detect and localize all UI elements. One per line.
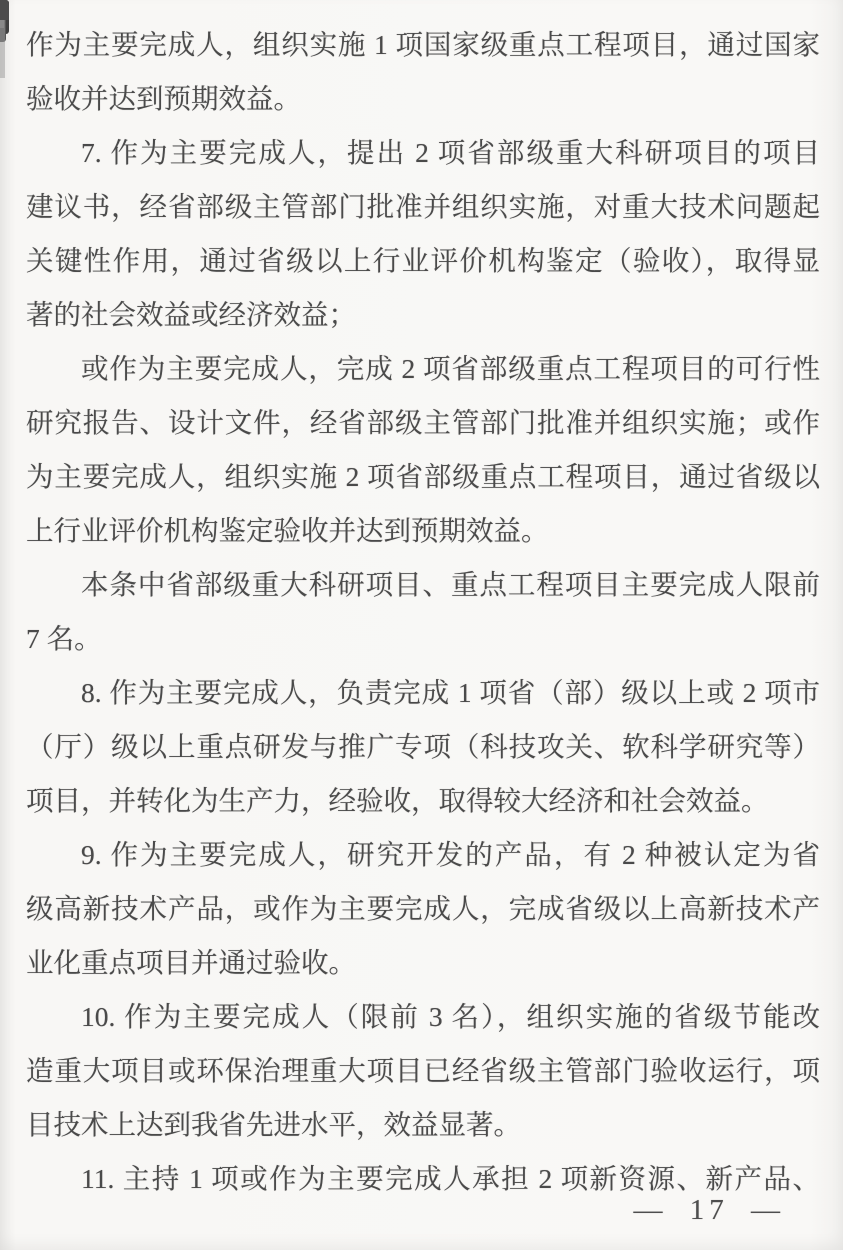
text-line: 建议书，经省部级主管部门批准并组织实施，对重大技术问题起	[26, 191, 820, 222]
text-line: 作为主要完成人，组织实施 1 项国家级重点工程项目，通过国家	[26, 29, 820, 60]
text-line: 关键性作用，通过省级以上行业评价机构鉴定（验收），取得显	[26, 245, 820, 276]
scan-artifact	[0, 0, 9, 20]
text-line: 7. 作为主要完成人，提出 2 项省部级重大科研项目的项目	[81, 137, 820, 168]
text-line: 本条中省部级重大科研项目、重点工程项目主要完成人限前	[81, 569, 820, 600]
text-line: 项目，并转化为生产力，经验收，取得较大经济和社会效益。	[26, 785, 769, 816]
text-line: 8. 作为主要完成人，负责完成 1 项省（部）级以上或 2 项市	[81, 677, 820, 708]
text-line: （厅）级以上重点研发与推广专项（科技攻关、软科学研究等）	[26, 731, 820, 762]
text-line: 研究报告、设计文件，经省部级主管部门批准并组织实施；或作	[26, 407, 820, 438]
document-text	[26, 18, 820, 1206]
text-line: 上行业评价机构鉴定验收并达到预期效益。	[26, 515, 549, 546]
text-line: 为主要完成人，组织实施 2 项省部级重点工程项目，通过省级以	[26, 461, 820, 492]
text-line: 业化重点项目并通过验收。	[26, 947, 356, 978]
text-line: 或作为主要完成人，完成 2 项省部级重点工程项目的可行性	[81, 353, 820, 384]
text-line: 7 名。	[26, 623, 102, 654]
text-line: 验收并达到预期效益。	[26, 83, 301, 114]
text-line: 目技术上达到我省先进水平，效益显著。	[26, 1109, 521, 1140]
text-line: 级高新技术产品，或作为主要完成人，完成省级以上高新技术产	[26, 893, 820, 924]
text-line: 11. 主持 1 项或作为主要完成人承担 2 项新资源、新产品、	[81, 1163, 820, 1194]
text-line: 著的社会效益或经济效益；	[26, 299, 356, 330]
text-line: 造重大项目或环保治理重大项目已经省级主管部门验收运行，项	[26, 1055, 820, 1086]
text-line: 10. 作为主要完成人（限前 3 名），组织实施的省级节能改	[81, 1001, 820, 1032]
text-line: 9. 作为主要完成人，研究开发的产品，有 2 种被认定为省	[81, 839, 820, 870]
page-number: — 17 —	[633, 1194, 785, 1226]
